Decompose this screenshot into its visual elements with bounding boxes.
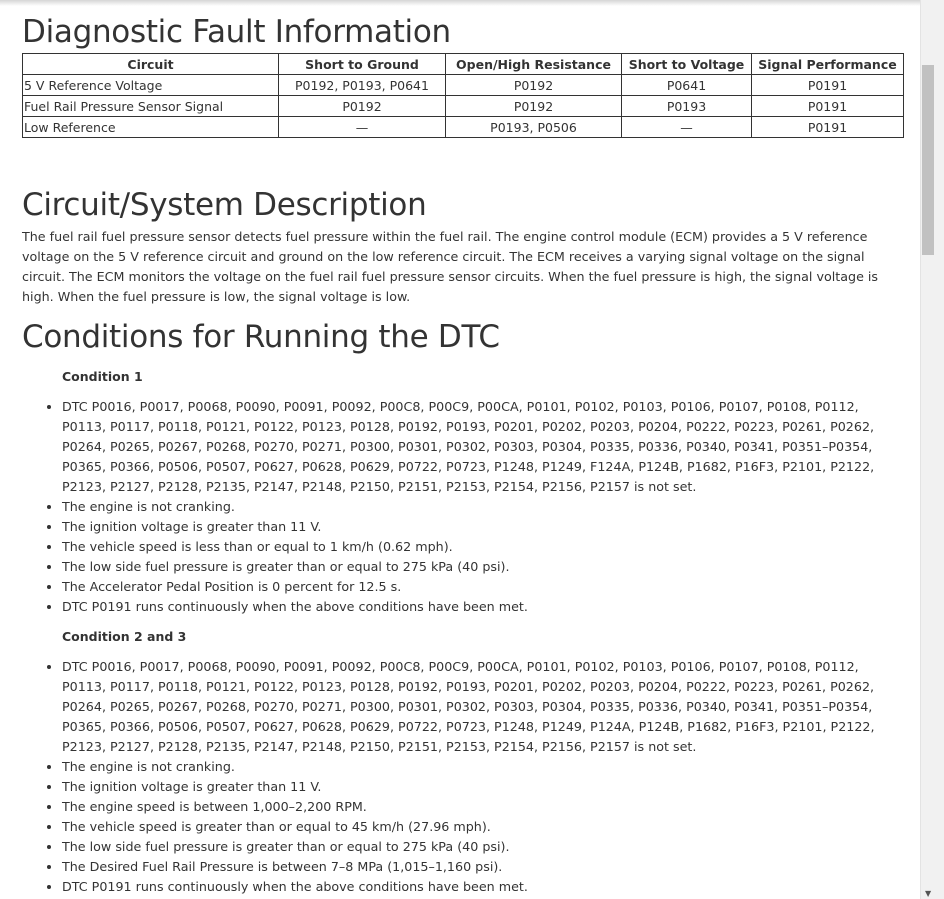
list-item: • DTC P0191 runs continuously when the above conditions have been met. (62, 597, 904, 617)
circuit-description-title: Circuit/System Description (22, 187, 427, 223)
table-cell: P0191 (752, 96, 904, 117)
table-cell: — (622, 117, 752, 138)
table-cell: — (279, 117, 446, 138)
table-row (23, 96, 904, 117)
condition-1-label: Condition 1 (62, 369, 143, 384)
list-item: • The ignition voltage is greater than 11 V. (62, 517, 904, 537)
list-item: • DTC P0016, P0017, P0068, P0090, P0091, P0092, P00C8, P00C9, P00CA, P0101, P0102, P0103, P0106, P0107, P0108, P0112, P0113, P0117, P0118, P0121, P0122, P0123, P0128, P0192, P0193, P0201, P0202, P0203, P0204, P0222, P0223, P0261, P0262, P0264, P0265, P0267, P0268, P0270, P0271, P0300, P0301, P0302, P0303, P0304, P0335, P0336, P0340, P0341, P0351–P0354, P0365, P0366, P0506, P0507, P0627, P0628, P0629, P0722, P0723, P1248, P1249, F124A, P124B, P1682, P16F3, P2101, P2122, P2123, P2127, P2128, P2135, P2147, P2148, P2150, P2151, P2153, P2154, P2156, P2157 is not set. (62, 397, 904, 497)
header-circuit: Circuit (23, 54, 279, 75)
list-item: • The engine speed is between 1,000–2,200 RPM. (62, 797, 904, 817)
list-item: • The vehicle speed is less than or equal to 1 km/h (0.62 mph). (62, 537, 904, 557)
list-item: • The engine is not cranking. (62, 757, 904, 777)
condition-1-list (22, 397, 904, 617)
list-item: • The engine is not cranking. (62, 497, 904, 517)
list-item: • DTC P0016, P0017, P0068, P0090, P0091, P0092, P00C8, P00C9, P00CA, P0101, P0102, P0103, P0106, P0107, P0108, P0112, P0113, P0117, P0118, P0121, P0122, P0123, P0128, P0192, P0193, P0201, P0202, P0203, P0204, P0222, P0223, P0261, P0262, P0264, P0265, P0267, P0268, P0270, P0271, P0300, P0301, P0302, P0303, P0304, P0335, P0336, P0340, P0341, P0351–P0354, P0365, P0366, P0506, P0507, P0627, P0628, P0629, P0722, P0723, P1248, P1249, P124A, P124B, P1682, P16F3, P2101, P2122, P2123, P2127, P2128, P2135, P2147, P2148, P2150, P2151, P2153, P2154, P2156, P2157 is not set. (62, 657, 904, 757)
table-cell: P0192 (446, 75, 622, 96)
conditions-title: Conditions for Running the DTC (22, 319, 500, 355)
condition-2-list (22, 657, 904, 897)
fault-table-header-row (23, 54, 904, 75)
header-signal-performance: Signal Performance (752, 54, 904, 75)
header-open-high-resistance: Open/High Resistance (446, 54, 622, 75)
header-short-to-voltage: Short to Voltage (622, 54, 752, 75)
list-item: • The low side fuel pressure is greater than or equal to 275 kPa (40 psi). (62, 557, 904, 577)
table-row (23, 117, 904, 138)
table-row (23, 75, 904, 96)
document-content (22, 0, 904, 897)
table-cell: Low Reference (23, 117, 279, 138)
table-cell: 5 V Reference Voltage (23, 75, 279, 96)
circuit-description-text: The fuel rail fuel pressure sensor detects fuel pressure within the fuel rail. The engine control module (ECM) provides a 5 V reference voltage on the 5 V reference circuit and ground on the low reference circuit. The ECM receives a varying signal voltage on the signal circuit. The ECM monitors the voltage on the fuel rail fuel pressure sensor circuits. When the fuel pressure is high, the signal voltage is high. When the fuel pressure is low, the signal voltage is low. (22, 229, 879, 304)
fault-table (22, 53, 904, 138)
table-cell: P0193, P0506 (446, 117, 622, 138)
header-short-to-ground: Short to Ground (279, 54, 446, 75)
list-item: • The low side fuel pressure is greater than or equal to 275 kPa (40 psi). (62, 837, 904, 857)
table-cell: P0192, P0193, P0641 (279, 75, 446, 96)
table-cell: Fuel Rail Pressure Sensor Signal (23, 96, 279, 117)
table-cell: P0191 (752, 75, 904, 96)
list-item: • The ignition voltage is greater than 11 V. (62, 777, 904, 797)
table-cell: P0641 (622, 75, 752, 96)
list-item: • The Desired Fuel Rail Pressure is between 7–8 MPa (1,015–1,160 psi). (62, 857, 904, 877)
table-cell: P0192 (279, 96, 446, 117)
list-item: • DTC P0191 runs continuously when the above conditions have been met. (62, 877, 904, 897)
chevron-down-icon[interactable]: ▼ (925, 889, 932, 898)
scrollbar-thumb[interactable] (922, 65, 934, 255)
table-cell: P0193 (622, 96, 752, 117)
list-item: • The Accelerator Pedal Position is 0 percent for 12.5 s. (62, 577, 904, 597)
fault-info-title: Diagnostic Fault Information (22, 14, 451, 50)
table-cell: P0191 (752, 117, 904, 138)
condition-2-label: Condition 2 and 3 (62, 629, 187, 644)
table-cell: P0192 (446, 96, 622, 117)
list-item: • The vehicle speed is greater than or equal to 45 km/h (27.96 mph). (62, 817, 904, 837)
